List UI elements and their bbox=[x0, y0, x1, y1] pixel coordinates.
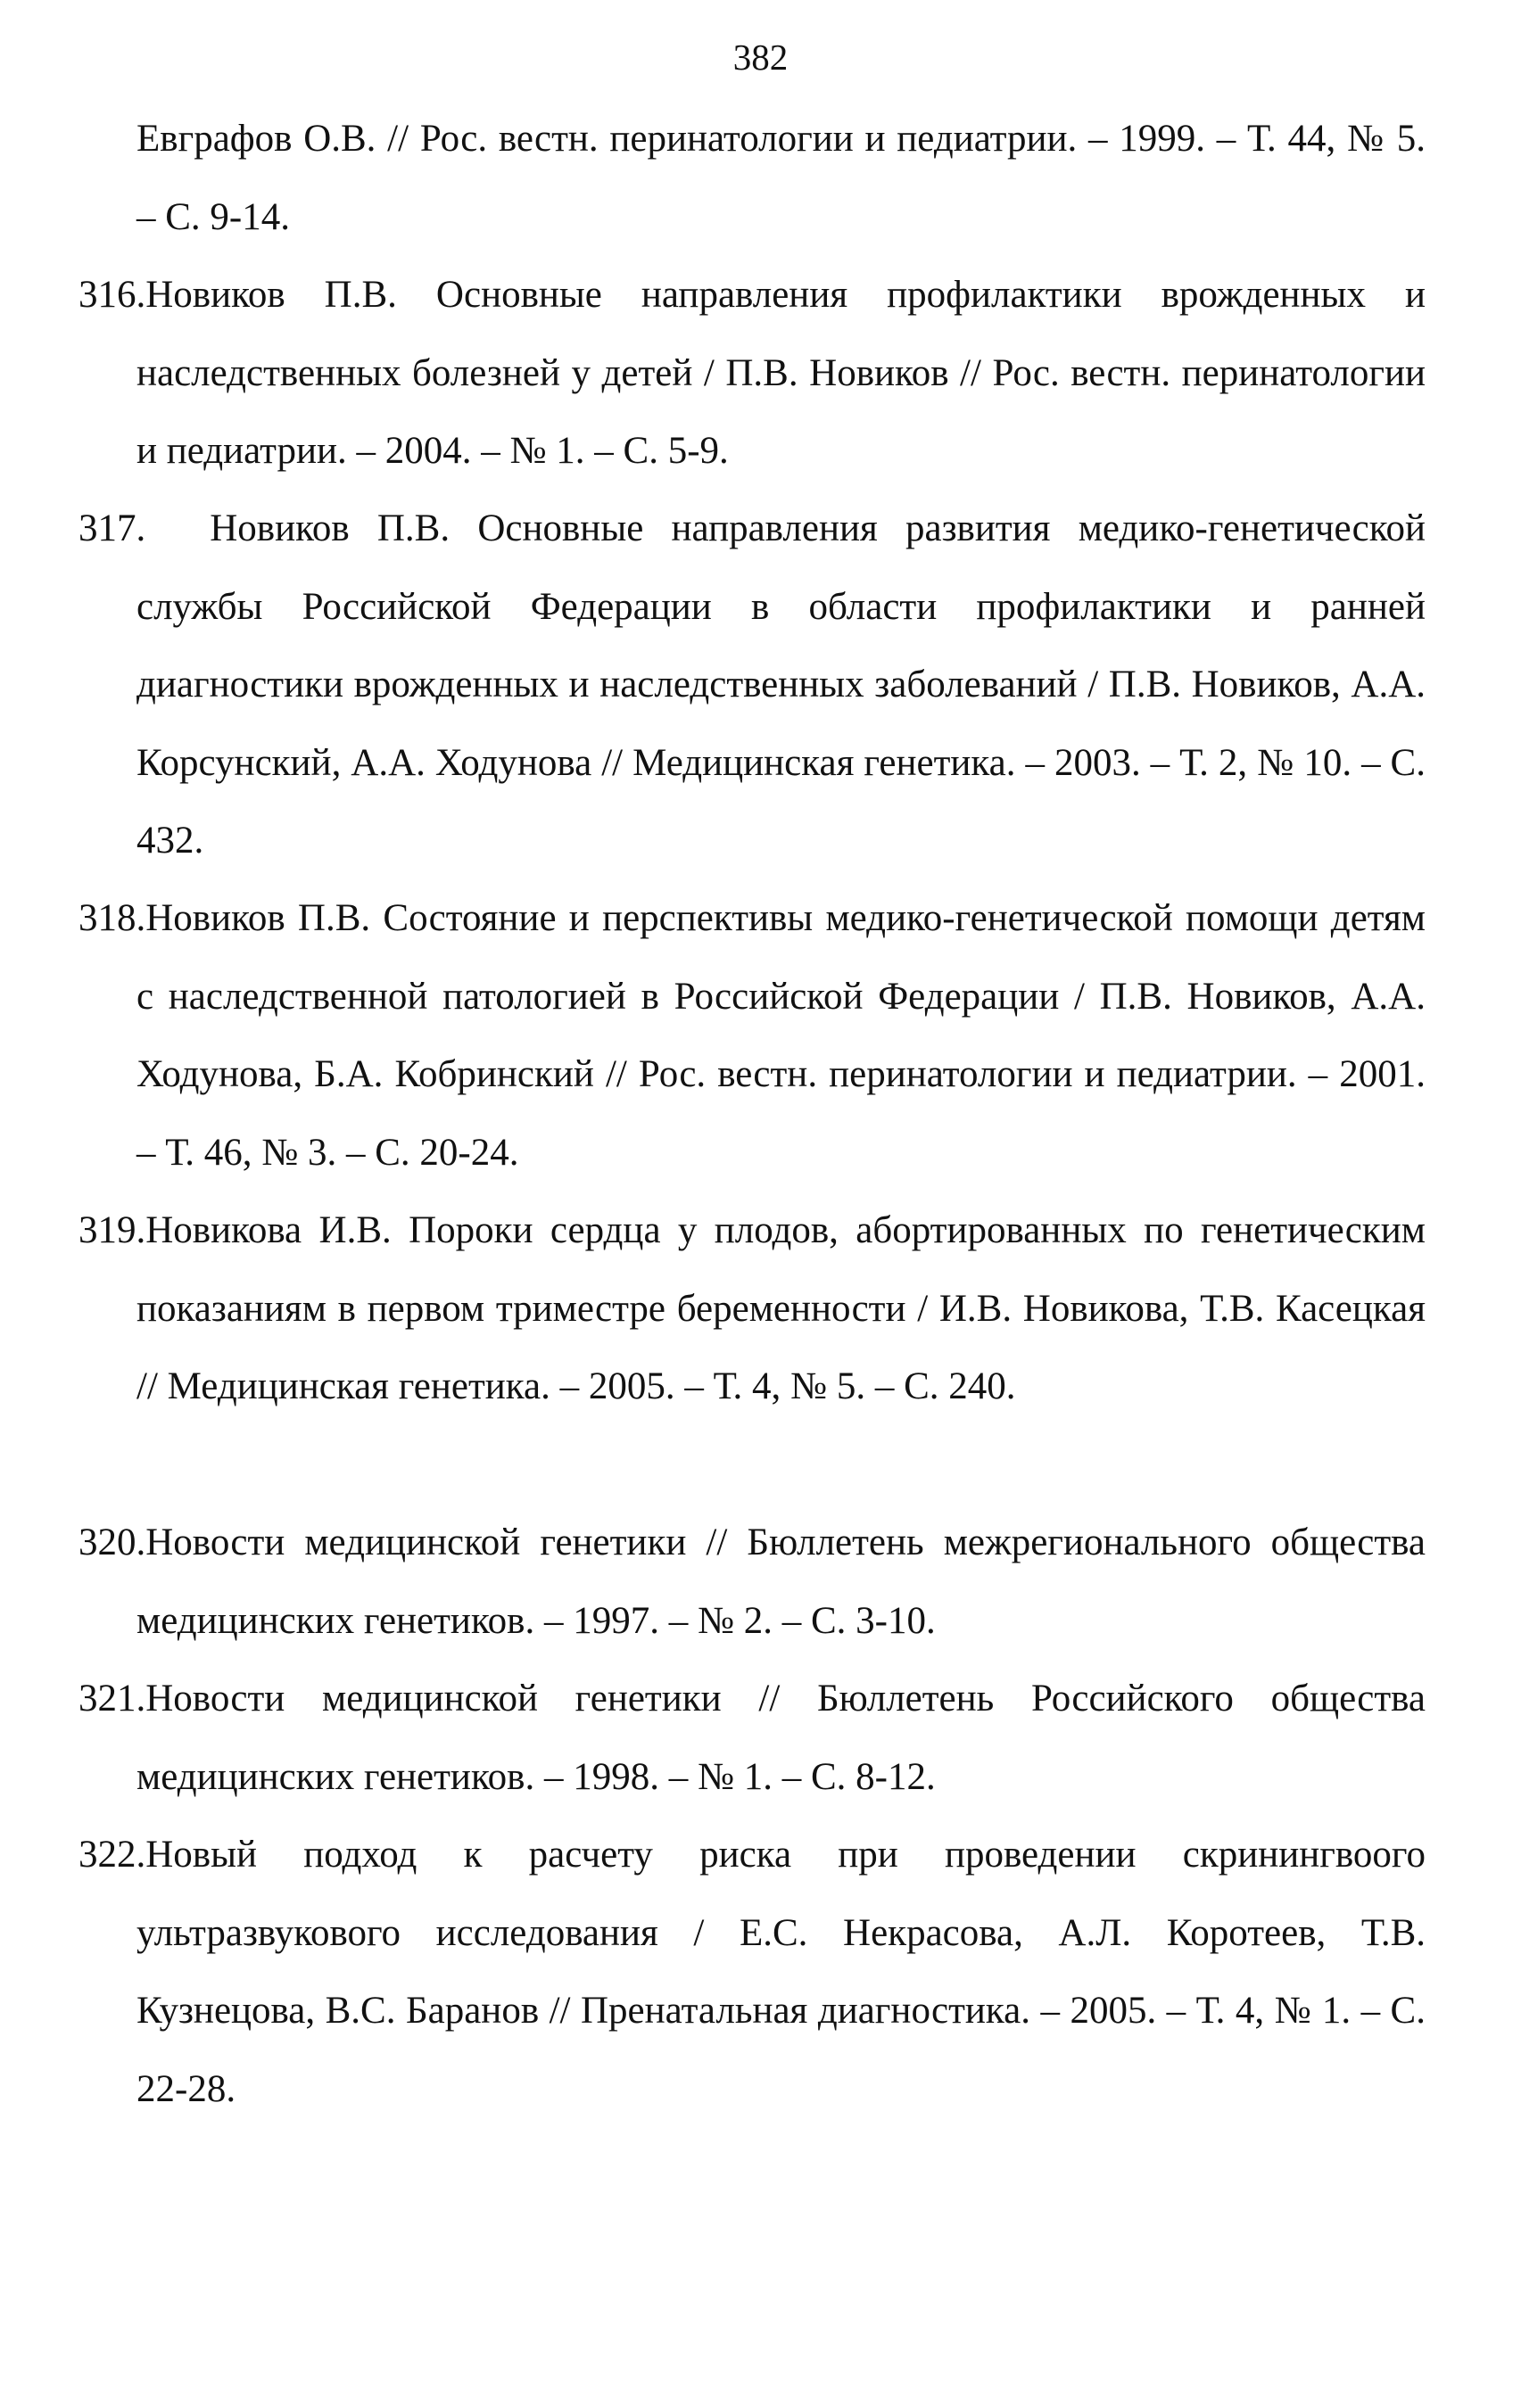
reference-entry-317 bbox=[79, 490, 1426, 880]
reference-number: 322. bbox=[79, 1834, 146, 1876]
reference-number: 321. bbox=[79, 1678, 146, 1719]
reference-text: Евграфов О.В. // Рос. вестн. перинатологии и педиатрии. – 1999. – Т. 44, № 5. – С. 9-14. bbox=[136, 118, 1426, 238]
page-number: 382 bbox=[732, 37, 789, 78]
reference-entry-continued bbox=[136, 100, 1426, 256]
reference-number: 317. bbox=[79, 507, 146, 549]
reference-number: 318. bbox=[79, 897, 146, 939]
reference-text: Новиков П.В. Состояние и перспективы медико-генетической помощи детям с наследственной патологией в Российской Федерации / П.В. Новиков, А.А. Ходунова, Б.А. Кобринский // Рос. вестн. перинатологии и педиатрии. – 2001. – Т. 46, № 3. – С. 20-24. bbox=[136, 897, 1426, 1174]
reference-text: Новый подход к расчету риска при проведении скринингвоого ультразвукового исследования / Е.С. Некрасова, А.Л. Коротеев, Т.В. Кузнецова, В.С. Баранов // Пренатальная диагностика. – 2005. – Т. 4, № 1. – С. 22-28. bbox=[136, 1834, 1426, 2110]
reference-number: 319. bbox=[79, 1209, 146, 1251]
reference-entry-322 bbox=[79, 1816, 1426, 2128]
reference-number: 316. bbox=[79, 274, 146, 316]
reference-entry-318 bbox=[79, 879, 1426, 1192]
reference-entry-320 bbox=[79, 1504, 1426, 1660]
reference-text: Новости медицинской генетики // Бюллетень межрегионального общества медицинских генетиков. – 1997. – № 2. – С. 3-10. bbox=[136, 1521, 1426, 1642]
reference-text: Новости медицинской генетики // Бюллетень Российского общества медицинских генетиков. – 1998. – № 1. – С. 8-12. bbox=[136, 1678, 1426, 1798]
reference-entry-316 bbox=[79, 256, 1426, 491]
reference-text: Новиков П.В. Основные направления профилактики врожденных и наследственных болезней у детей / П.В. Новиков // Рос. вестн. перинатологии и педиатрии. – 2004. – № 1. – С. 5-9. bbox=[136, 274, 1426, 472]
reference-entry-321 bbox=[79, 1660, 1426, 1816]
reference-number: 320. bbox=[79, 1521, 146, 1563]
reference-text: Новиков П.В. Основные направления развития медико-генетической службы Российской Федерации в области профилактики и ранней диагностики врожденных и наследственных заболеваний / П.В. Новиков, А.А. Корсунский, А.А. Ходунова // Медицинская генетика. – 2003. – Т. 2, № 10. – С. 432. bbox=[136, 507, 1426, 862]
reference-text: Новикова И.В. Пороки сердца у плодов, абортированных по генетическим показаниям в первом триместре беременности / И.В. Новикова, Т.В. Касецкая // Медицинская генетика. – 2005. – Т. 4, № 5. – С. 240. bbox=[136, 1209, 1426, 1407]
reference-entry-319 bbox=[79, 1192, 1426, 1426]
